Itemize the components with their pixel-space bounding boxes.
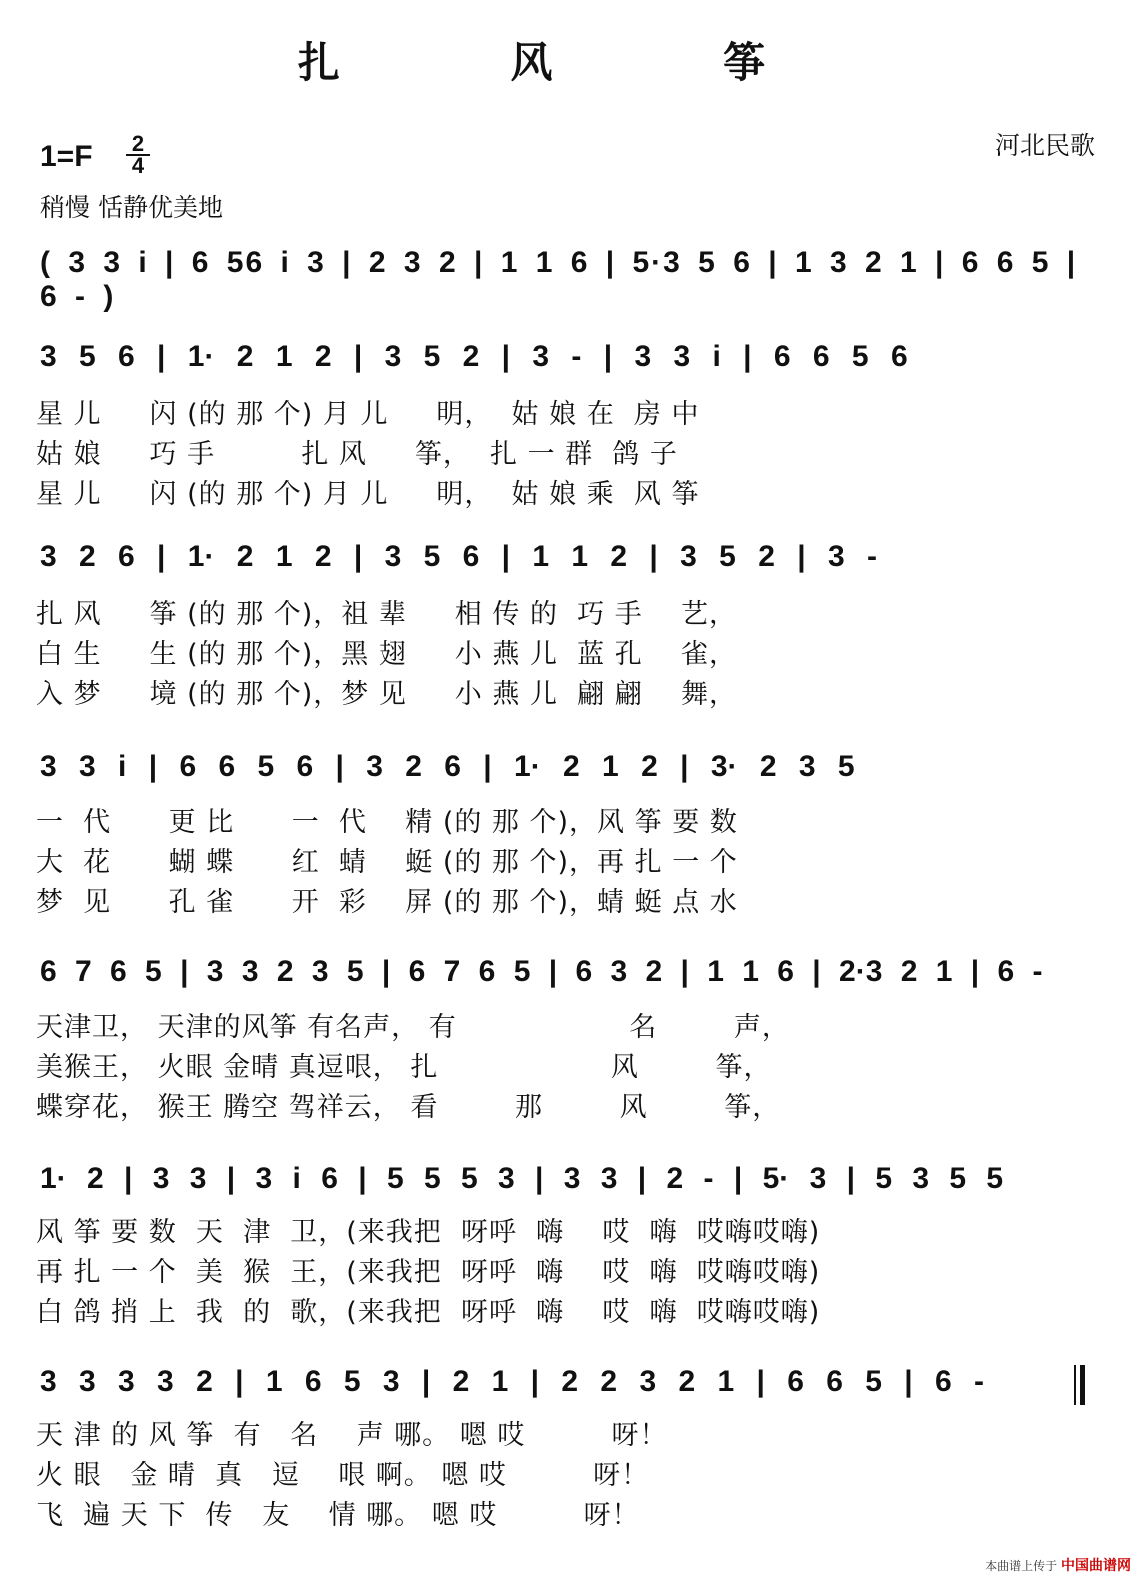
line-2-lyric-3: 入 梦 境 (的 那 个)，梦 见 小 燕 儿 翩 翩 舞， (36, 679, 738, 710)
line-4-lyric-1: 天津卫， 天津的风筝 有名声， 有 名 声， (36, 1012, 790, 1043)
upload-footer (985, 1555, 1131, 1575)
line-2-lyric-2: 白 生 生 (的 那 个)，黑 翅 小 燕 儿 蓝 孔 雀， (36, 639, 738, 670)
line-4-lyric-2: 美猴王， 火眼 金晴 真逗哏， 扎 风 筝， (36, 1052, 772, 1083)
line-5-notes: 1· 2 | 3 3 | 3 i 6 | 5 5 5 3 | 3 3 | 2 - | 5· 3 | 5 3 5 5 (40, 1162, 1004, 1195)
composer-label: 河北民歌 (994, 131, 1095, 160)
line-2-notes: 3 2 6 | 1· 2 1 2 | 3 5 6 | 1 1 2 | 3 5 2 | 3 - (40, 540, 877, 573)
line-5-lyric-3: 白 鸽 捎 上 我 的 歌，(来我把 呀呼 嗨 哎 嗨 哎嗨哎嗨) (36, 1297, 821, 1328)
line-5-lyric-2: 再 扎 一 个 美 猴 王，(来我把 呀呼 嗨 哎 嗨 哎嗨哎嗨) (36, 1257, 821, 1288)
line-4-lyric-3: 蝶穿花， 猴王 腾空 驾祥云， 看 那 风 筝， (36, 1092, 781, 1123)
intro-notes: ( 3 3 i | 6 56 i 3 | 2 3 2 | 1 1 6 | 5·3 5 6 | 1 3 2 1 | 6 6 5 | 6 - ) (40, 246, 1078, 313)
song-title: 扎 风 筝 (297, 38, 844, 87)
line-3-lyric-2: 大 花 蝴 蝶 红 蜻 蜓 (的 那 个)，再 扎 一 个 (36, 847, 738, 878)
line-6-notes: 3 3 3 3 2 | 1 6 5 3 | 2 1 | 2 2 3 2 1 | 6 6 5 | 6 - (40, 1365, 985, 1398)
site-logo[interactable]: 中国曲谱网 (1061, 1558, 1131, 1574)
tempo-marking: 稍慢 恬静优美地 (40, 193, 223, 222)
final-barline-thin (1074, 1365, 1076, 1405)
line-6-lyric-3: 飞 遍 天 下 传 友 情 哪。 嗯 哎 呀！ (36, 1500, 640, 1531)
line-3-notes: 3 3 i | 6 6 5 6 | 3 2 6 | 1· 2 1 2 | 3· 2 3 5 (40, 750, 855, 783)
final-barline-thick (1080, 1365, 1085, 1405)
footer-text: 本曲谱上传于 (985, 1559, 1058, 1573)
line-1-notes: 3 5 6 | 1· 2 1 2 | 3 5 2 | 3 - | 3 3 i | 6 6 5 6 (40, 340, 908, 373)
key-signature: 1=F (40, 140, 93, 173)
line-1-lyric-1: 星 儿 闪 (的 那 个) 月 儿 明， 姑 娘 在 房 中 (36, 399, 700, 430)
time-signature-bottom: 4 (131, 153, 145, 178)
line-1-lyric-2: 姑 娘 巧 手 扎 风 筝， 扎 一 群 鸽 子 (36, 439, 678, 470)
time-signature (126, 131, 150, 178)
line-3-lyric-3: 梦 见 孔 雀 开 彩 屏 (的 那 个)，蜻 蜓 点 水 (36, 887, 738, 918)
time-signature-top: 2 (126, 134, 150, 156)
line-6-lyric-1: 天 津 的 风 筝 有 名 声 哪。 嗯 哎 呀！ (36, 1420, 668, 1451)
line-2-lyric-1: 扎 风 筝 (的 那 个)，祖 辈 相 传 的 巧 手 艺， (36, 599, 738, 630)
line-4-notes: 6 7 6 5 | 3 3 2 3 5 | 6 7 6 5 | 6 3 2 | 1 1 6 | 2·3 2 1 | 6 - (40, 955, 1043, 988)
line-1-lyric-3: 星 儿 闪 (的 那 个) 月 儿 明， 姑 娘 乘 风 筝 (36, 479, 700, 510)
line-6-lyric-2: 火 眼 金 晴 真 逗 哏 啊。 嗯 哎 呀！ (36, 1460, 650, 1491)
line-5-lyric-1: 风 筝 要 数 天 津 卫，(来我把 呀呼 嗨 哎 嗨 哎嗨哎嗨) (36, 1217, 821, 1248)
line-3-lyric-1: 一 代 更 比 一 代 精 (的 那 个)，风 筝 要 数 (36, 807, 738, 838)
